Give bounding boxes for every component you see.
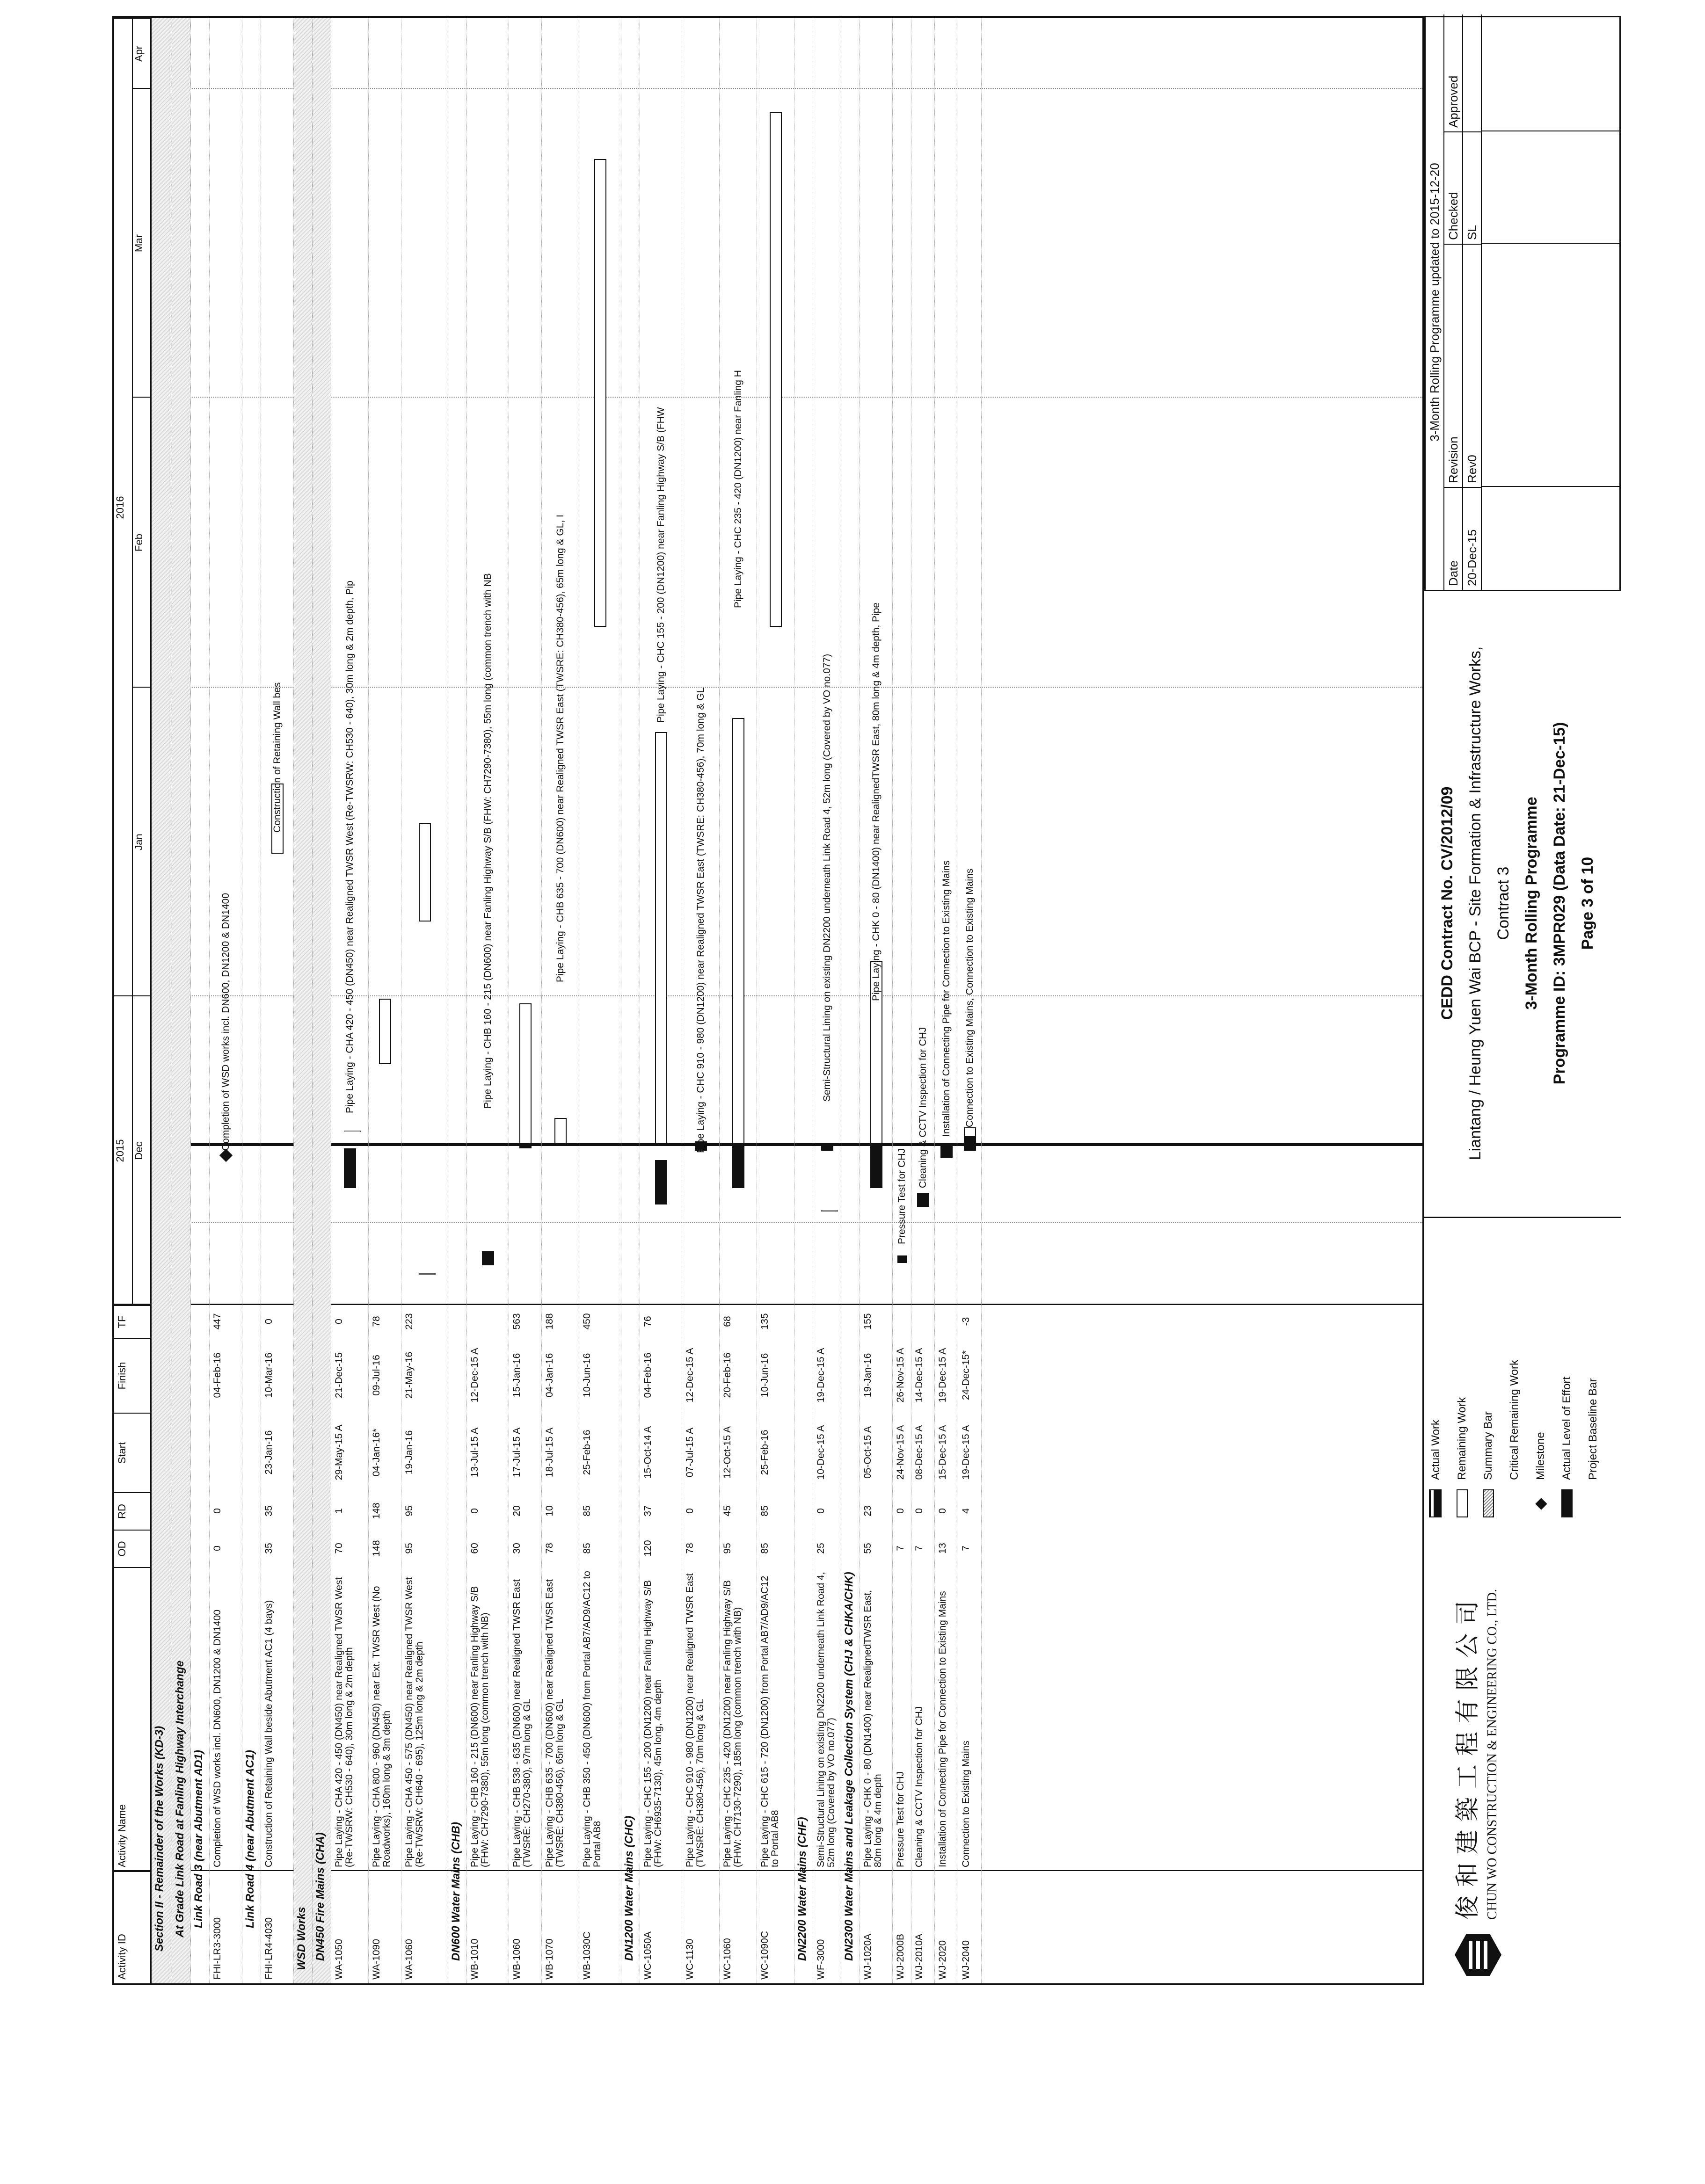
activity-name: Pipe Laying - CHA 450 - 575 (DN450) near Realigned TWSR West (Re-TWSRW: CH640 - 695), 125m long & 2m depth bbox=[404, 1577, 425, 1867]
gantt-bar-label: Pipe Laying - CHA 420 - 450 (DN450) near Realigned TWSR West (Re-TWSRW: CH530 - 640), 30m long & 2m depth, Pip bbox=[344, 580, 355, 1113]
remaining-duration: 23 bbox=[862, 1505, 873, 1516]
table-row bbox=[369, 18, 401, 1983]
activity-id: FHI-LR4-4030 bbox=[263, 1917, 274, 1980]
activity-id: WB-1060 bbox=[511, 1938, 522, 1980]
start-date: 18-Jul-15 A bbox=[544, 1427, 555, 1478]
original-duration: 0 bbox=[212, 1545, 223, 1551]
start-date: 10-Dec-15 A bbox=[816, 1425, 826, 1480]
rev-revision: Rev0 bbox=[1463, 244, 1482, 487]
section-band: DN600 Water Mains (CHB) bbox=[448, 18, 467, 1983]
month-feb: Feb bbox=[133, 397, 150, 688]
activity-id: WC-1130 bbox=[685, 1938, 695, 1980]
finish-date: 04-Feb-16 bbox=[642, 1352, 653, 1398]
section-band: WSD Works bbox=[294, 18, 313, 1983]
finish-date: 10-Jun-16 bbox=[582, 1353, 592, 1398]
finish-date: 12-Dec-15 A bbox=[685, 1348, 695, 1403]
total-float: 447 bbox=[212, 1313, 223, 1330]
activity-name: Construction of Retaining Wall beside Abutment AC1 (4 bays) bbox=[263, 1600, 274, 1867]
remaining-duration: 0 bbox=[895, 1508, 906, 1514]
remain-bar bbox=[594, 159, 606, 627]
month-jan: Jan bbox=[133, 687, 150, 996]
total-float: 78 bbox=[371, 1316, 382, 1327]
original-duration: 7 bbox=[961, 1545, 971, 1551]
actual-bar bbox=[519, 1144, 532, 1148]
remaining-duration: 85 bbox=[759, 1505, 770, 1516]
remaining-duration: 95 bbox=[404, 1505, 415, 1516]
remain-bar bbox=[379, 999, 391, 1064]
start-date: 08-Dec-15 A bbox=[914, 1425, 925, 1480]
activity-id: FHI-LR3-3000 bbox=[212, 1917, 223, 1980]
total-float bbox=[813, 1305, 841, 1338]
table-row bbox=[261, 18, 294, 1983]
footer bbox=[1424, 16, 1705, 1985]
legend-label: Project Baseline Bar bbox=[1587, 1378, 1599, 1480]
finish-date: 12-Dec-15 A bbox=[469, 1348, 480, 1403]
header-activity-id: Activity ID bbox=[114, 1871, 152, 1983]
activity-id: WJ-2010A bbox=[914, 1933, 925, 1980]
table-row bbox=[720, 18, 757, 1983]
original-duration: 78 bbox=[685, 1543, 695, 1554]
table-row bbox=[935, 18, 958, 1983]
table-row bbox=[757, 18, 794, 1983]
header-timeline bbox=[114, 18, 152, 1305]
table-row bbox=[682, 18, 720, 1983]
legend-label: Milestone bbox=[1534, 1432, 1547, 1480]
activity-name: Pipe Laying - CHB 160 - 215 (DN600) near Fanling Highway S/B (FHW: CH7290-7380), 55m long (common trench with NB) bbox=[469, 1586, 490, 1867]
table-row bbox=[467, 18, 509, 1983]
total-float: 76 bbox=[642, 1316, 653, 1327]
project-title: Liantang / Heung Yuen Wai BCP - Site Formation & Infrastructure Works, bbox=[1466, 646, 1484, 1161]
section-band: Link Road 4 (near Abutment AC1) bbox=[242, 18, 261, 1983]
table-row bbox=[958, 18, 982, 1983]
header-start: Start bbox=[114, 1413, 152, 1492]
start-date: 29-May-15 A bbox=[334, 1424, 344, 1480]
programme-title: 3-Month Rolling Programme bbox=[1523, 797, 1540, 1010]
gantt-bar-label: Pipe Laying - CHK 0 - 80 (DN1400) near RealignedTWSR East, 80m long & 4m depth, Pipe bbox=[871, 602, 882, 1001]
gantt-bar-label: Pipe Laying - CHB 160 - 215 (DN600) near Fanling Highway S/B (FHW: CH7290-7380), 55m long (common trench with NB bbox=[482, 573, 493, 1109]
month-dec: Dec bbox=[133, 995, 150, 1305]
original-duration: 13 bbox=[937, 1543, 948, 1554]
original-duration: 148 bbox=[371, 1540, 382, 1557]
activity-name: Connection to Existing Mains bbox=[961, 1741, 971, 1867]
start-date: 25-Feb-16 bbox=[759, 1429, 770, 1475]
remaining-duration: 1 bbox=[334, 1508, 344, 1514]
year-2016: 2016 bbox=[114, 19, 133, 996]
section-band: Link Road 3 (near Abutment AD1) bbox=[191, 18, 210, 1983]
actual-bar bbox=[870, 1146, 882, 1188]
header-activity-name: Activity Name bbox=[114, 1567, 152, 1871]
section-band: DN1200 Water Mains (CHC) bbox=[621, 18, 640, 1983]
legend-label: Actual Work bbox=[1429, 1420, 1442, 1480]
legend-label: Actual Level of Effort bbox=[1560, 1376, 1573, 1480]
finish-date: 10-Mar-16 bbox=[263, 1352, 274, 1398]
activity-name: Pipe Laying - CHB 635 - 700 (DN600) near Realigned TWSR East (TWSRE: CH380-456), 65m long & GL bbox=[544, 1579, 565, 1867]
activity-id: WC-1090C bbox=[759, 1931, 770, 1980]
actual-bar bbox=[940, 1146, 953, 1158]
total-float bbox=[935, 1305, 958, 1338]
original-duration: 95 bbox=[722, 1543, 733, 1554]
legend-swatch bbox=[1430, 1489, 1435, 1517]
finish-date: 04-Feb-16 bbox=[212, 1352, 223, 1398]
header-tf: TF bbox=[114, 1305, 152, 1338]
milestone-marker bbox=[219, 1149, 233, 1162]
start-date: 07-Jul-15 A bbox=[685, 1427, 695, 1478]
finish-date: 19-Jan-16 bbox=[862, 1353, 873, 1398]
page-number: Page 3 of 10 bbox=[1579, 856, 1596, 950]
original-duration: 60 bbox=[469, 1543, 480, 1554]
activity-name: Semi-Structural Lining on existing DN2200 underneath Link Road 4, 52m long (Covered by VO no.077) bbox=[816, 1572, 837, 1867]
activity-name: Pipe Laying - CHC 910 - 980 (DN1200) near Realigned TWSR East (TWSRE: CH380-456), 70m long & GL bbox=[685, 1573, 706, 1867]
gantt-bar-label: Pipe Laying - CHC 235 - 420 (DN1200) near Fanling H bbox=[733, 370, 743, 608]
activity-name: Pipe Laying - CHB 350 - 450 (DN600) from Portal AB7/AD9/AC12 to Portal AB8 bbox=[582, 1571, 603, 1867]
start-date: 13-Jul-15 A bbox=[469, 1427, 480, 1478]
total-float: 223 bbox=[404, 1313, 415, 1330]
remain-bar bbox=[554, 1118, 567, 1144]
activity-id: WC-1060 bbox=[722, 1938, 733, 1980]
legend-label: Summary Bar bbox=[1482, 1411, 1494, 1480]
total-float: 450 bbox=[582, 1313, 592, 1330]
section-band: At Grade Link Road at Fanling Highway Interchange bbox=[172, 18, 191, 1983]
activity-name: Pipe Laying - CHC 235 - 420 (DN1200) near Fanling Highway S/B (FHW: CH7130-7290), 185m long (common trench with NB) bbox=[722, 1580, 743, 1867]
table-row bbox=[542, 18, 579, 1983]
remaining-duration: 0 bbox=[937, 1508, 948, 1514]
remaining-duration: 4 bbox=[961, 1508, 971, 1514]
rev-checked: SL bbox=[1463, 131, 1482, 244]
table-row bbox=[509, 18, 542, 1983]
table-row bbox=[210, 18, 242, 1983]
company-name-chinese: 俊和建築工程有限公司 bbox=[1454, 1592, 1482, 1920]
total-float bbox=[911, 1305, 934, 1338]
activity-name: Pipe Laying - CHC 155 - 200 (DN1200) near Fanling Highway S/B (FHW: CH6935-7130), 45m long, 4m depth bbox=[642, 1580, 663, 1867]
remaining-duration: 20 bbox=[511, 1505, 522, 1516]
finish-date: 09-Jul-16 bbox=[371, 1355, 382, 1396]
activity-name: Installation of Connecting Pipe for Connection to Existing Mains bbox=[937, 1591, 948, 1867]
remain-bar bbox=[519, 1003, 532, 1144]
legend-swatch bbox=[1483, 1489, 1494, 1517]
remaining-duration: 35 bbox=[263, 1505, 274, 1516]
start-date: 12-Oct-15 A bbox=[722, 1426, 733, 1479]
table-row bbox=[401, 18, 448, 1983]
section-band: DN2200 Water Mains (CHF) bbox=[794, 18, 813, 1983]
rev-header-revision: Revision bbox=[1444, 244, 1463, 487]
total-float bbox=[682, 1305, 719, 1338]
remaining-duration: 85 bbox=[582, 1505, 592, 1516]
start-date: 19-Jan-16 bbox=[404, 1430, 415, 1475]
gantt-bar-label: Pressure Test for CHJ bbox=[896, 1148, 907, 1244]
original-duration: 70 bbox=[334, 1543, 344, 1554]
contract-label: Contract 3 bbox=[1494, 866, 1512, 940]
legend-label: Remaining Work bbox=[1456, 1397, 1468, 1480]
activity-id: WB-1030C bbox=[582, 1931, 592, 1980]
remaining-duration: 0 bbox=[685, 1508, 695, 1514]
baseline-bar bbox=[419, 1273, 436, 1275]
remaining-duration: 37 bbox=[642, 1505, 653, 1516]
start-date: 25-Feb-16 bbox=[582, 1429, 592, 1475]
original-duration: 78 bbox=[544, 1543, 555, 1554]
original-duration: 120 bbox=[642, 1540, 653, 1557]
gantt-bar-label: Connection to Existing Mains, Connection to Existing Mains bbox=[964, 868, 975, 1127]
company-name-english: CHUN WO CONSTRUCTION & ENGINEERING CO., LTD. bbox=[1485, 1589, 1500, 1920]
table-row bbox=[893, 18, 911, 1983]
total-float bbox=[467, 1305, 509, 1338]
total-float: 155 bbox=[862, 1313, 873, 1330]
actual-bar bbox=[821, 1146, 833, 1151]
legend bbox=[1427, 1255, 1623, 1517]
original-duration: 7 bbox=[914, 1545, 925, 1551]
total-float: 563 bbox=[511, 1313, 522, 1330]
original-duration: 25 bbox=[816, 1543, 826, 1554]
start-date: 17-Jul-15 A bbox=[511, 1427, 522, 1478]
finish-date: 20-Feb-16 bbox=[722, 1352, 733, 1398]
original-duration: 85 bbox=[759, 1543, 770, 1554]
start-date: 04-Jan-16* bbox=[371, 1428, 382, 1477]
activity-name: Pipe Laying - CHB 538 - 635 (DN600) near Realigned TWSR East (TWSRE: CH270-380), 97m long & GL bbox=[511, 1579, 532, 1867]
legend-label: Critical Remaining Work bbox=[1508, 1360, 1521, 1480]
start-date: 15-Oct-14 A bbox=[642, 1426, 653, 1479]
legend-swatch bbox=[1561, 1489, 1573, 1517]
activity-id: WJ-1020A bbox=[862, 1933, 873, 1980]
baseline-bar bbox=[821, 1210, 838, 1212]
actual-bar bbox=[897, 1255, 907, 1263]
schedule-table bbox=[112, 16, 1424, 1985]
table-row bbox=[640, 18, 682, 1983]
year-2015: 2015 bbox=[114, 995, 133, 1305]
actual-bar bbox=[732, 1146, 744, 1188]
activity-id: WJ-2040 bbox=[961, 1940, 971, 1980]
finish-date: 15-Jan-16 bbox=[511, 1353, 522, 1398]
original-duration: 7 bbox=[895, 1545, 906, 1551]
activity-id: WF-3000 bbox=[816, 1939, 826, 1980]
table-row bbox=[860, 18, 893, 1983]
actual-bar bbox=[344, 1148, 356, 1188]
remain-bar bbox=[655, 732, 667, 1144]
header-finish: Finish bbox=[114, 1338, 152, 1413]
activity-name: Pressure Test for CHJ bbox=[895, 1771, 906, 1867]
table-row bbox=[579, 18, 621, 1983]
remain-bar bbox=[964, 1127, 976, 1137]
revision-title: 3-Month Rolling Programme updated to 2015-12-20 bbox=[1426, 15, 1444, 590]
title-block bbox=[1424, 590, 1621, 1218]
start-date: 15-Dec-15 A bbox=[937, 1425, 948, 1480]
finish-date: 04-Jan-16 bbox=[544, 1353, 555, 1398]
total-float: 68 bbox=[722, 1316, 733, 1327]
finish-date: 26-Nov-15 A bbox=[895, 1348, 906, 1403]
activity-name: Pipe Laying - CHK 0 - 80 (DN1400) near RealignedTWSR East, 80m long & 4m depth bbox=[862, 1590, 883, 1867]
gantt-bar-label: Semi-Structural Lining on existing DN2200 underneath Link Road 4, 52m long (Covered by VO no.077) bbox=[822, 653, 832, 1102]
start-date: 24-Nov-15 A bbox=[895, 1425, 906, 1480]
activity-name: Pipe Laying - CHA 420 - 450 (DN450) near Realigned TWSR West (Re-TWSRW: CH530 - 640), 30m long & 2m depth bbox=[334, 1577, 355, 1867]
finish-date: 10-Jun-16 bbox=[759, 1353, 770, 1398]
gantt-bar-label: Completion of WSD works incl. DN600, DN1200 & DN1400 bbox=[220, 893, 231, 1151]
rev-date: 20-Dec-15 bbox=[1463, 487, 1482, 590]
activity-name: Cleaning & CCTV Inspection for CHJ bbox=[914, 1706, 925, 1867]
table-row bbox=[813, 18, 841, 1983]
activity-name: Pipe Laying - CHA 800 - 960 (DN450) near Ext. TWSR West (No Roadworks), 160m long & 3m depth bbox=[371, 1586, 392, 1867]
gantt-bar-label: Cleaning & CCTV Inspection for CHJ bbox=[918, 1027, 928, 1188]
total-float: 0 bbox=[263, 1319, 274, 1324]
original-duration: 35 bbox=[263, 1543, 274, 1554]
remaining-duration: 148 bbox=[371, 1502, 382, 1519]
activity-id: WJ-2020 bbox=[937, 1940, 948, 1980]
finish-date: 21-May-16 bbox=[404, 1351, 415, 1399]
legend-milestone-icon bbox=[1535, 1498, 1547, 1509]
rev-header-approved: Approved bbox=[1444, 15, 1463, 131]
finish-date: 14-Dec-15 A bbox=[914, 1348, 925, 1403]
total-float: 188 bbox=[544, 1313, 555, 1330]
activity-id: WJ-2000B bbox=[895, 1933, 906, 1980]
total-float: -3 bbox=[961, 1317, 971, 1326]
activity-name: Pipe Laying - CHC 615 - 720 (DN1200) from Portal AB7/AD9/AC12 to Portal AB8 bbox=[759, 1575, 780, 1867]
gantt-bar-label: Pipe Laying - CHB 635 - 700 (DN600) near Realigned TWSR East (TWSRE: CH380-456), 65m long & GL, I bbox=[555, 515, 566, 982]
activity-id: WA-1060 bbox=[404, 1939, 415, 1980]
activity-id: WB-1070 bbox=[544, 1938, 555, 1980]
start-date bbox=[210, 1413, 242, 1492]
start-date: 19-Dec-15 A bbox=[961, 1425, 971, 1480]
gantt-bar-label: Installation of Connecting Pipe for Connection to Existing Mains bbox=[941, 860, 952, 1137]
actual-bar bbox=[655, 1160, 667, 1204]
table-row bbox=[331, 18, 369, 1983]
remaining-duration: 0 bbox=[212, 1508, 223, 1514]
month-apr: Apr bbox=[133, 45, 145, 62]
total-float: 0 bbox=[334, 1319, 344, 1324]
rev-header-checked: Checked bbox=[1444, 131, 1463, 244]
contract-no: CEDD Contract No. CV/2012/09 bbox=[1438, 786, 1456, 1020]
actual-bar bbox=[482, 1251, 494, 1265]
finish-date: 19-Dec-15 A bbox=[937, 1348, 948, 1403]
section-band: DN2300 Water Mains and Leakage Collection System (CHJ & CHKA/CHK) bbox=[841, 18, 860, 1983]
section-band: DN450 Fire Mains (CHA) bbox=[313, 18, 331, 1983]
baseline-bar bbox=[344, 1131, 361, 1132]
gantt-bar-label: Construction of Retaining Wall bes bbox=[272, 682, 283, 833]
start-date: 23-Jan-16 bbox=[263, 1430, 274, 1475]
gantt-bar-label: Pipe Laying - CHC 155 - 200 (DN1200) near Fanling Highway S/B (FHW bbox=[656, 407, 666, 723]
activity-id: WA-1050 bbox=[334, 1939, 344, 1980]
remaining-duration: 45 bbox=[722, 1505, 733, 1516]
activity-id: WC-1050A bbox=[642, 1931, 653, 1980]
revision-table bbox=[1424, 16, 1621, 591]
activity-id: WA-1090 bbox=[371, 1939, 382, 1980]
rev-approved bbox=[1463, 15, 1482, 131]
remain-bar bbox=[419, 823, 431, 921]
rev-header-date: Date bbox=[1444, 487, 1463, 590]
remaining-duration: 0 bbox=[816, 1508, 826, 1514]
activity-name: Completion of WSD works incl. DN600, DN1200 & DN1400 bbox=[212, 1610, 223, 1867]
finish-date: 24-Dec-15* bbox=[961, 1350, 971, 1400]
finish-date: 21-Dec-15 bbox=[334, 1352, 344, 1399]
legend-swatch bbox=[1457, 1489, 1468, 1517]
finish-date: 19-Dec-15 A bbox=[816, 1348, 826, 1403]
activity-id: WB-1010 bbox=[469, 1938, 480, 1980]
start-date: 05-Oct-15 A bbox=[862, 1426, 873, 1479]
gantt-bar-label: Pipe Laying - CHC 910 - 980 (DN1200) near Realigned TWSR East (TWSRE: CH380-456), 70m long & GL bbox=[695, 687, 706, 1153]
actual-bar bbox=[964, 1137, 976, 1151]
table-row bbox=[911, 18, 935, 1983]
header-rd: RD bbox=[114, 1492, 152, 1530]
header-od: OD bbox=[114, 1530, 152, 1567]
total-float bbox=[893, 1305, 911, 1338]
original-duration: 85 bbox=[582, 1543, 592, 1554]
remaining-duration: 0 bbox=[469, 1508, 480, 1514]
total-float: 135 bbox=[759, 1313, 770, 1330]
remain-bar bbox=[732, 718, 744, 1144]
section-band: Section II - Remainder of the Works (KD-3) bbox=[152, 18, 172, 1983]
remain-bar bbox=[770, 112, 782, 627]
actual-bar bbox=[917, 1193, 929, 1207]
remaining-duration: 10 bbox=[544, 1505, 555, 1516]
programme-id: Programme ID: 3MPR029 (Data Date: 21-Dec-15) bbox=[1551, 722, 1568, 1085]
company-logo bbox=[1452, 1929, 1504, 1981]
original-duration: 95 bbox=[404, 1543, 415, 1554]
month-mar: Mar bbox=[133, 88, 150, 398]
original-duration: 55 bbox=[862, 1543, 873, 1554]
remaining-duration: 0 bbox=[914, 1508, 925, 1514]
original-duration: 30 bbox=[511, 1543, 522, 1554]
